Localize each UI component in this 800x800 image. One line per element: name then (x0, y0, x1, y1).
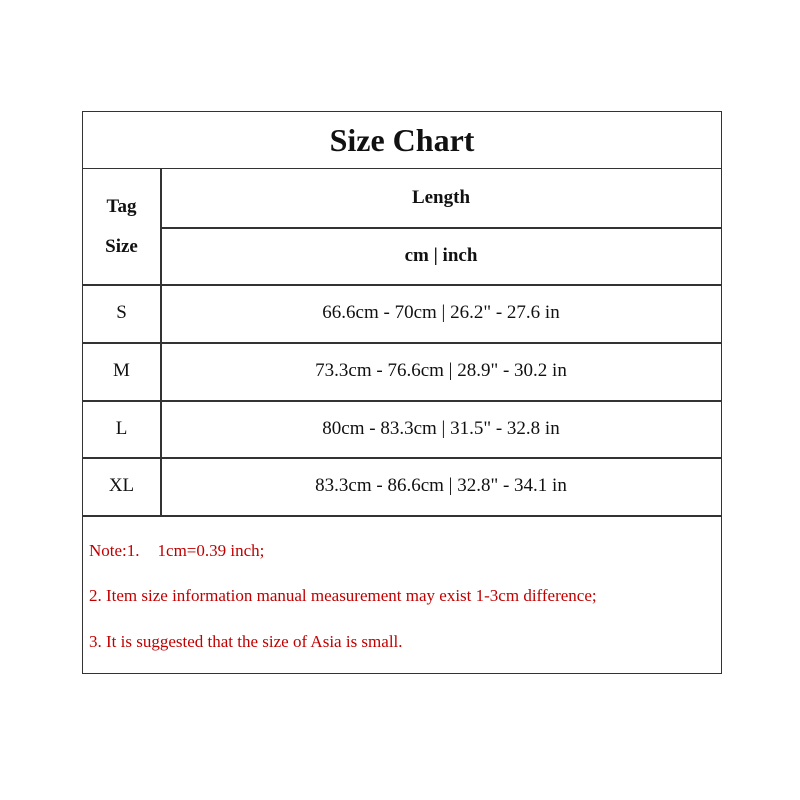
length-cell-m: 73.3cm - 76.6cm | 28.9" - 30.2 in (315, 360, 567, 381)
size-cell-l: L (115, 418, 128, 439)
size-chart-table (82, 111, 722, 674)
notes-section (83, 516, 721, 673)
note-3: 3. It is suggested that the size of Asia is small. (89, 632, 403, 651)
tag-size-header (83, 169, 160, 284)
length-header: Length (411, 187, 471, 208)
length-cell-xl: 83.3cm - 86.6cm | 32.8" - 34.1 in (315, 475, 567, 496)
length-cell-l: 80cm - 83.3cm | 31.5" - 32.8 in (322, 418, 560, 439)
size-cell-m: M (113, 360, 130, 381)
note-1-prefix: Note:1. (89, 541, 140, 560)
note-1 (89, 541, 264, 561)
tag-size-header-line1: Tag (106, 195, 137, 217)
note-1-text: 1cm=0.39 inch; (157, 541, 265, 560)
tag-size-header-line2: Size (105, 235, 138, 257)
units-header: cm | inch (404, 244, 478, 266)
length-cell-s: 66.6cm - 70cm | 26.2" - 27.6 in (322, 302, 560, 323)
size-cell-s: S (116, 302, 127, 323)
chart-title: Size Chart (83, 112, 721, 169)
note-2: 2. Item size information manual measurement may exist 1-3cm difference; (89, 586, 597, 605)
size-cell-xl: XL (108, 475, 135, 496)
